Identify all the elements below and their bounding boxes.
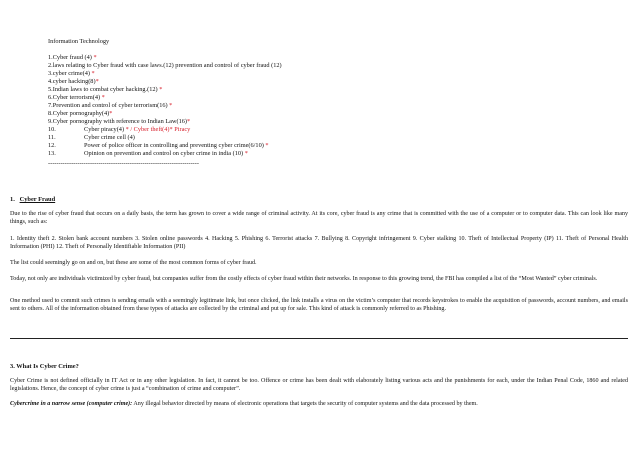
topic-text: 6.Cyber terrorism(4) [48, 94, 101, 101]
topic-item-numbered [48, 126, 190, 134]
topic-text: 1.Cyber fraud (4) [48, 54, 92, 61]
paragraph [10, 400, 628, 408]
topic-item-numbered [48, 134, 135, 142]
star-marker: * [243, 150, 248, 157]
topic-text: Cyber crime cell (4) [84, 134, 135, 141]
dashed-separator: ------------------------------------------------------------------------ [48, 160, 199, 167]
topic-item-numbered [48, 142, 269, 150]
topic-item [48, 54, 97, 62]
topic-number: 12. [48, 142, 56, 149]
star-marker: * [157, 86, 163, 93]
star-marker: * [187, 118, 191, 125]
section-number: 1. [10, 196, 15, 203]
star-marker: * [167, 102, 173, 109]
topic-number: 10. [48, 126, 56, 133]
topic-item [48, 86, 162, 94]
paragraph: The list could seemingly go on and on, but these are some of the most common forms of cyber fraud. [10, 260, 257, 266]
topic-text: 8.Cyber pornography(4) [48, 110, 110, 117]
topic-item [48, 118, 190, 126]
topic-item [48, 94, 105, 102]
paragraph: Cyber Crime is not defined officially in IT Act or in any other legislation. In fact, it cannot be too. Offence or crime has been dealt with elaborately listing various acts and the punishments for each, under the Indian Penal Code, 1860 and related legislations. Hence, the concept of cyber crime is just a “combination of crime and computer”. [10, 378, 628, 393]
topic-item [48, 78, 99, 86]
horizontal-rule [10, 338, 628, 339]
topic-item [48, 62, 282, 70]
star-marker: * [91, 54, 97, 61]
topic-number: 11. [48, 134, 56, 141]
paragraph: Today, not only are individuals victimized by cyber fraud, but companies suffer from the costly effects of cyber fraud within their networks. In response to this growing trend, the FBI has compiled a list of the “Most Wanted” cyber criminals. [10, 276, 598, 282]
star-marker: * / Cyber theft(4)* Piracy [124, 126, 191, 133]
topic-number: 13. [48, 150, 56, 157]
star-marker: * [89, 70, 95, 77]
topic-text: 7.Prevention and control of cyber terrorism(16) [48, 102, 168, 109]
term-definition: Any illegal behavior directed by means of electronic operations that targets the security of computer systems and the data processed by them. [132, 401, 478, 407]
topic-text: 3.cyber crime(4) [48, 70, 90, 77]
star-marker: * [109, 110, 113, 117]
topic-item [48, 70, 95, 78]
paragraph: One method used to commit such crimes is sending emails with a seemingly legitimate link, but once clicked, the link installs a virus on the victim’s computer that records keystrokes to enable the acquisition of passwords, account numbers, and emails sent to others. All of the information obtained from these types of attacks are collected by the criminal and put up for sale. This kind of attack is commonly referred to as Phishing. [10, 298, 628, 313]
topic-item [48, 102, 172, 110]
topic-item [48, 110, 112, 118]
star-marker: * [95, 78, 99, 85]
topic-text: Opinion on prevention and control on cyber crime in india (10) [84, 150, 244, 157]
star-marker: * [263, 142, 269, 149]
star-marker: * [100, 94, 105, 101]
topic-text: 2.laws relating to Cyber fraud with case laws.(12) prevention and control of cyber fraud (12) [48, 62, 282, 69]
section-heading: 3. What Is Cyber Crime? [10, 363, 79, 370]
paragraph: Due to the rise of cyber fraud that occurs on a daily basis, the term has grown to cover a wide range of criminal activity. At its core, cyber fraud is any crime that is committed with the use of a computer or to computer data. This can look like many things, such as: [10, 211, 628, 226]
section-title: Cyber Fraud [19, 196, 56, 203]
fraud-types-list: 1. Identity theft 2. Stolen bank account numbers 3. Stolen online passwords 4. Hacking 5. Phishing 6. Terrorist attacks 7. Bullying 8. Copyright infringement 9. Cyber stalking 10. Theft of Intellectual Property (IP) 11. Theft of Personal Health Information (PHI) 12. Theft of Personally Identifiable Information (PII) [10, 236, 628, 251]
topic-text: 9.Cyber pornography with reference to Indian Law(16) [48, 118, 188, 125]
topic-text: Cyber piracy(4) [84, 126, 125, 133]
term-lead: Cybercrime in a narrow sense (computer crime): [10, 401, 133, 407]
topic-item-numbered [48, 150, 248, 158]
page-title: Information Technology [48, 38, 110, 45]
topic-text: 4.cyber hacking(8) [48, 78, 96, 85]
topic-text: 5.Indian laws to combat cyber hacking.(12) [48, 86, 158, 93]
section-heading [10, 196, 55, 203]
topic-text: Power of police officer in controlling and preventing cyber crime(6/10) [84, 142, 264, 149]
